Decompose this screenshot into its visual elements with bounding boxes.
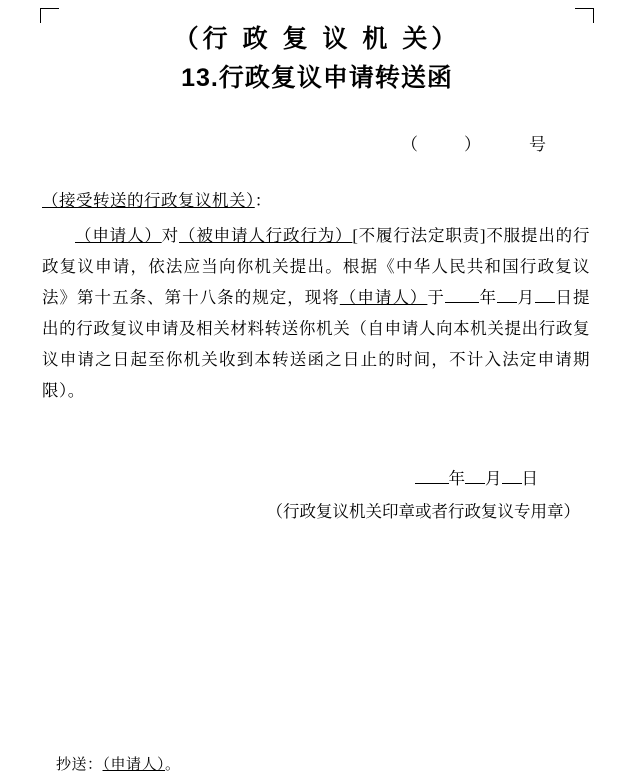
sign-month-label: 月 — [485, 469, 502, 488]
sign-day-blank — [502, 483, 522, 484]
document-number-line — [0, 130, 634, 155]
addressee-colon: ： — [254, 191, 272, 210]
sign-year-blank — [415, 483, 449, 484]
body-month-blank — [497, 302, 517, 303]
addressee-field: （接受转送的行政复议机关） — [42, 191, 255, 210]
document-number-unit: 号 — [529, 135, 548, 154]
body-text-tail: 日提出的行政复议申请及相关材料转送你机关（自申请人向本机关提出行政复议申请之日起至你机关收到本转送函之日止的时间，不计入法定申请期限）。 — [42, 288, 591, 400]
body-text-yu: 于 — [427, 288, 445, 307]
applicant-field-1: （申请人） — [75, 226, 162, 245]
document-title-block — [0, 22, 634, 96]
respondent-action-field: （被申请人行政行为） — [179, 226, 353, 245]
signature-date-line — [0, 464, 634, 494]
applicant-field-2: （申请人） — [339, 288, 428, 307]
cc-end: 。 — [165, 757, 181, 773]
body-text-dui: 对 — [161, 226, 180, 245]
seal-note: （行政复议机关印章或者行政复议专用章） — [266, 502, 580, 521]
sign-day-label: 日 — [521, 469, 538, 488]
body-text-year: 年 — [478, 288, 497, 307]
sign-month-blank — [465, 483, 485, 484]
document-title: 13.行政复议申请转送函 — [181, 64, 453, 92]
crop-mark-top-right — [575, 8, 594, 23]
cc-label: 抄送： — [56, 757, 103, 773]
crop-mark-top-left — [40, 8, 59, 23]
document-number-left-paren: （ — [401, 135, 420, 154]
addressee-line — [42, 185, 590, 216]
body-year-blank — [445, 302, 479, 303]
issuing-authority-title: （行 政 复 议 机 关） — [173, 25, 461, 53]
cc-target-field: （申请人） — [102, 757, 166, 773]
sign-year-label: 年 — [448, 469, 465, 488]
body-text-main: [不履行法定职责]不服提出的行政复议申请，依法应当向你机关提出。根据《中华人民共和国行政复议法》第十五条、第十八条的规定，现将 — [42, 226, 591, 307]
body-text-month: 月 — [516, 288, 536, 307]
body-paragraph — [42, 220, 590, 406]
body-day-blank — [535, 302, 555, 303]
carbon-copy-line — [56, 753, 181, 774]
document-number-right-paren: ） — [464, 135, 483, 154]
document-body — [0, 185, 634, 406]
